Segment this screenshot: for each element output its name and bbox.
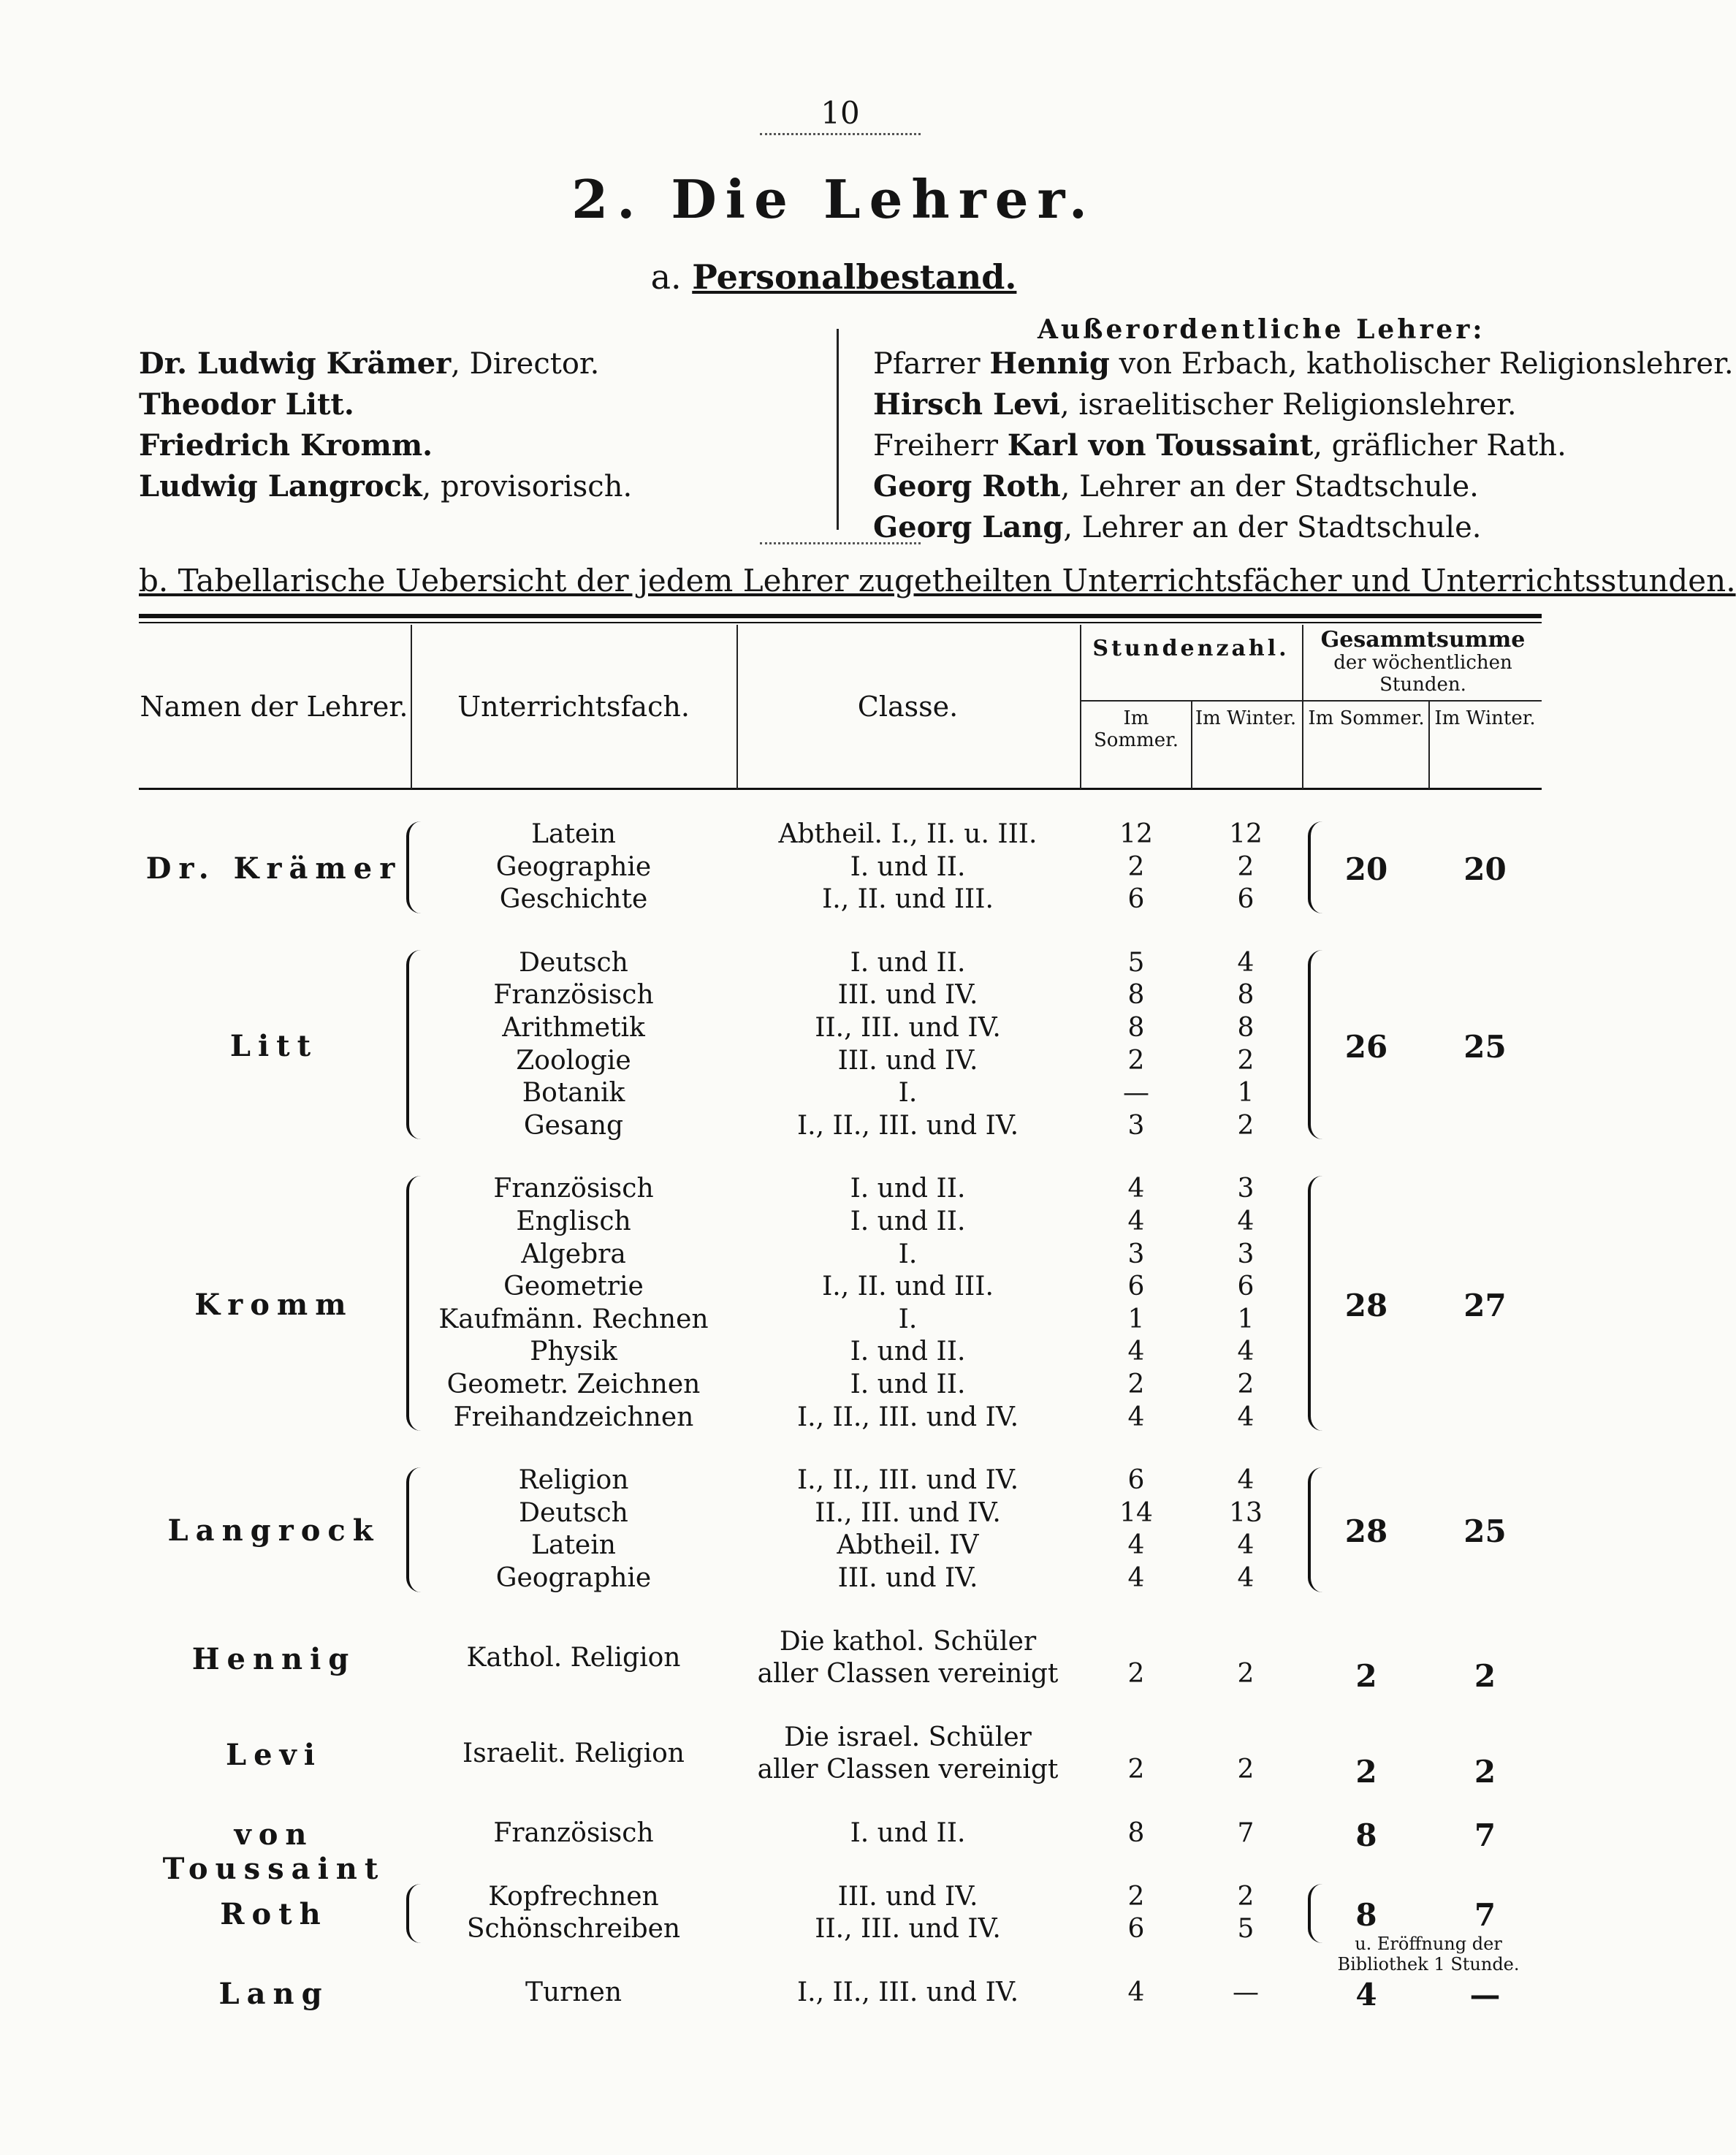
teacher-name-cell: Dr. Krämer xyxy=(145,851,403,886)
teacher-prefix: Freiherr xyxy=(873,429,1008,463)
teacher-prefix: Pfarrer xyxy=(873,347,990,381)
total-winter: 7 xyxy=(1474,1817,1496,1853)
class-cell: Die israel. Schüler xyxy=(784,1722,1032,1752)
winter-hours: 4 xyxy=(1237,1337,1255,1367)
class-cell: I., II., III. und IV. xyxy=(796,1977,1019,2007)
class-cell: I., II., III. und IV. xyxy=(796,1465,1019,1496)
winter-hours: 5 xyxy=(1237,1914,1255,1945)
class-cell: III. und IV. xyxy=(837,1563,978,1593)
teacher-name-cell: Litt xyxy=(229,1028,319,1063)
subject-cell: Israelit. Religion xyxy=(462,1738,685,1769)
winter-hours: 8 xyxy=(1237,980,1255,1011)
subject-cell: Geographie xyxy=(495,851,652,882)
class-cell: Abtheil. IV xyxy=(837,1530,979,1561)
summer-hours: 6 xyxy=(1127,1465,1145,1496)
summer-hours: 6 xyxy=(1127,1914,1145,1945)
section-title: 2. Die Lehrer. xyxy=(571,168,1096,230)
class-cell: II., III. und IV. xyxy=(815,1013,1001,1043)
total-winter: 2 xyxy=(1474,1658,1496,1695)
teacher-role: , Lehrer an der Stadtschule. xyxy=(1063,511,1482,544)
subject-cell: Gesang xyxy=(523,1110,624,1141)
teacher-role: , Director. xyxy=(451,347,600,381)
winter-hours: 2 xyxy=(1237,851,1255,882)
summer-hours: 4 xyxy=(1127,1977,1145,2007)
class-cell: I. und II. xyxy=(850,1369,966,1399)
summer-hours: 12 xyxy=(1119,819,1153,849)
winter-hours: 12 xyxy=(1229,819,1263,849)
overview-title: b. Tabellarische Uebersicht der jedem Lehrer zugetheilten Unterrichtsfächer und Unterrichtsstunden. xyxy=(139,563,1736,598)
teacher-name: Karl von Toussaint xyxy=(1007,428,1314,463)
class-cell: I. und II. xyxy=(850,947,966,978)
teacher-role: , Lehrer an der Stadtschule. xyxy=(1060,470,1479,503)
teacher-role: von Erbach, katholischer Religionslehrer. xyxy=(1109,347,1734,381)
winter-hours: 3 xyxy=(1237,1239,1255,1269)
class-cell: I. und II. xyxy=(850,1818,966,1848)
teacher-name: Friedrich Kromm. xyxy=(139,428,433,463)
header-subject: Unterrichtsfach. xyxy=(457,691,690,723)
summer-hours: 8 xyxy=(1127,1013,1145,1043)
winter-hours: 6 xyxy=(1237,1272,1255,1302)
teacher-name-cell: Kromm xyxy=(194,1287,354,1322)
summer-hours: 4 xyxy=(1127,1206,1145,1236)
winter-hours: 8 xyxy=(1237,1013,1255,1043)
summer-hours: 8 xyxy=(1127,980,1145,1011)
class-cell: I., II. und III. xyxy=(822,884,994,915)
header-summer: Im Sommer. xyxy=(1094,707,1179,751)
summer-hours: 2 xyxy=(1127,1755,1145,1785)
header-winter: Im Winter. xyxy=(1195,707,1297,729)
teacher-name: Theodor Litt. xyxy=(139,387,354,422)
extraordinary-heading: Außerordentliche Lehrer: xyxy=(1038,314,1485,345)
subject-cell: Botanik xyxy=(522,1078,625,1109)
winter-hours: 2 xyxy=(1237,1369,1255,1399)
subject-cell: Französisch xyxy=(493,1174,654,1204)
subject-cell: Latein xyxy=(531,1530,616,1561)
teacher-role: , provisorisch. xyxy=(422,470,633,503)
teacher-name: Ludwig Langrock xyxy=(139,469,422,503)
subject-cell: Zoologie xyxy=(516,1045,631,1076)
class-cell: I. und II. xyxy=(850,851,966,882)
winter-hours: 2 xyxy=(1237,1110,1255,1141)
summer-hours: 2 xyxy=(1127,1369,1145,1399)
winter-hours: 4 xyxy=(1237,1402,1255,1432)
total-winter: 7 xyxy=(1474,1897,1496,1934)
teacher-name: Hennig xyxy=(989,346,1110,381)
subject-brace xyxy=(406,1467,421,1592)
subject-cell: Französisch xyxy=(493,980,654,1011)
total-summer: 8 xyxy=(1355,1817,1377,1853)
header-total-summer: Im Sommer. xyxy=(1308,707,1425,729)
summer-hours: 2 xyxy=(1127,1659,1145,1690)
class-cell: III. und IV. xyxy=(837,1045,978,1076)
subject-cell: Geometrie xyxy=(503,1272,644,1302)
header-total: Gesammtsumme xyxy=(1320,627,1526,653)
teacher-name-cell: Lang xyxy=(218,1977,330,2012)
class-cell: I. und II. xyxy=(850,1337,966,1367)
total-winter: — xyxy=(1469,1976,1501,2013)
teacher-name: Georg Lang xyxy=(873,510,1064,544)
subject-cell: Deutsch xyxy=(519,1497,628,1528)
class-cell: III. und IV. xyxy=(837,1881,978,1912)
total-winter: 25 xyxy=(1463,1513,1507,1550)
summer-hours: 4 xyxy=(1127,1402,1145,1432)
subject-cell: Geometr. Zeichnen xyxy=(446,1369,701,1399)
class-cell: I. und II. xyxy=(850,1174,966,1204)
total-winter: 27 xyxy=(1463,1287,1507,1323)
subject-brace xyxy=(406,821,421,913)
teacher-name-cell: von Toussaint xyxy=(162,1817,386,1887)
header-names: Namen der Lehrer. xyxy=(140,691,408,723)
summer-hours: 6 xyxy=(1127,1272,1145,1302)
subheading-prefix: a. xyxy=(650,257,682,297)
winter-hours: 13 xyxy=(1229,1497,1263,1528)
winter-hours: 2 xyxy=(1237,1755,1255,1785)
class-cell: I., II., III. und IV. xyxy=(796,1402,1019,1432)
class-cell: Die kathol. Schüler xyxy=(779,1626,1037,1657)
winter-hours: 4 xyxy=(1237,1563,1255,1593)
total-winter: 2 xyxy=(1474,1754,1496,1790)
winter-hours: 7 xyxy=(1237,1818,1255,1848)
summer-hours: 4 xyxy=(1127,1530,1145,1561)
header-total-winter: Im Winter. xyxy=(1434,707,1536,729)
winter-hours: 4 xyxy=(1237,1530,1255,1561)
subject-brace xyxy=(406,950,421,1140)
class-cell: I. xyxy=(898,1304,918,1334)
winter-hours: 3 xyxy=(1237,1174,1255,1204)
class-cell-line2: aller Classen vereinigt xyxy=(757,1755,1059,1785)
winter-hours: 1 xyxy=(1237,1078,1255,1109)
subject-cell: Deutsch xyxy=(519,947,628,978)
class-cell: II., III. und IV. xyxy=(815,1914,1001,1945)
winter-hours: — xyxy=(1233,1977,1259,2007)
subheading-label: Personalbestand. xyxy=(692,257,1017,297)
subject-cell: Religion xyxy=(518,1465,629,1496)
subject-cell: Schönschreiben xyxy=(466,1914,681,1945)
teacher-name-cell: Roth xyxy=(220,1897,328,1932)
winter-hours: 2 xyxy=(1237,1881,1255,1912)
subject-cell: Physik xyxy=(530,1337,617,1367)
total-summer: 2 xyxy=(1355,1658,1377,1695)
winter-hours: 4 xyxy=(1237,947,1255,978)
summer-hours: 2 xyxy=(1127,1045,1145,1076)
subject-cell: Französisch xyxy=(493,1818,654,1848)
summer-hours: — xyxy=(1123,1078,1149,1109)
winter-hours: 1 xyxy=(1237,1304,1255,1334)
class-cell-line2: aller Classen vereinigt xyxy=(757,1659,1059,1690)
teacher-name: Dr. Ludwig Krämer xyxy=(139,346,452,381)
summer-hours: 2 xyxy=(1127,1881,1145,1912)
teacher-name-cell: Hennig xyxy=(191,1642,357,1677)
winter-hours: 4 xyxy=(1237,1206,1255,1236)
summer-hours: 4 xyxy=(1127,1337,1145,1367)
winter-hours: 6 xyxy=(1237,884,1255,915)
total-summer: 2 xyxy=(1355,1754,1377,1790)
header-total-sub: der wöchentlichen Stunden. xyxy=(1333,652,1512,696)
subject-cell: Algebra xyxy=(521,1239,626,1269)
total-summer: 26 xyxy=(1344,1028,1388,1065)
subject-cell: Kaufmänn. Rechnen xyxy=(438,1304,709,1334)
teacher-role: , gräflicher Rath. xyxy=(1313,429,1566,463)
subject-cell: Arithmetik xyxy=(502,1013,645,1043)
subject-cell: Kathol. Religion xyxy=(466,1642,681,1673)
teacher-name-cell: Levi xyxy=(225,1738,322,1773)
subject-brace xyxy=(406,1884,421,1943)
total-summer: 8 xyxy=(1355,1897,1377,1934)
total-winter: 25 xyxy=(1463,1028,1507,1065)
summer-hours: 1 xyxy=(1127,1304,1145,1334)
winter-hours: 4 xyxy=(1237,1465,1255,1496)
header-class: Classe. xyxy=(857,691,959,723)
summer-hours: 2 xyxy=(1127,851,1145,882)
teacher-name: Hirsch Levi xyxy=(873,387,1060,422)
total-summer: 28 xyxy=(1344,1287,1388,1323)
class-cell: III. und IV. xyxy=(837,980,978,1011)
page-number: 10 xyxy=(821,95,860,131)
subject-cell: Latein xyxy=(531,819,616,849)
subject-cell: Geschichte xyxy=(499,884,648,915)
summer-hours: 4 xyxy=(1127,1174,1145,1204)
teacher-name-cell: Langrock xyxy=(167,1513,381,1548)
summer-hours: 3 xyxy=(1127,1110,1145,1141)
class-cell: II., III. und IV. xyxy=(815,1497,1001,1528)
subject-cell: Englisch xyxy=(516,1206,631,1236)
total-winter: 20 xyxy=(1463,851,1507,887)
summer-hours: 14 xyxy=(1119,1497,1153,1528)
subject-cell: Freihandzeichnen xyxy=(453,1402,694,1432)
total-summer: 4 xyxy=(1355,1976,1377,2013)
total-note: u. Eröffnung der Bibliothek 1 Stunde. xyxy=(1337,1934,1520,1975)
class-cell: Abtheil. I., II. u. III. xyxy=(778,819,1038,849)
summer-hours: 6 xyxy=(1127,884,1145,915)
class-cell: I., II., III. und IV. xyxy=(796,1110,1019,1141)
total-summer: 28 xyxy=(1344,1513,1388,1550)
header-hours: Stundenzahl. xyxy=(1092,636,1290,661)
class-cell: I., II. und III. xyxy=(822,1272,994,1302)
winter-hours: 2 xyxy=(1237,1045,1255,1076)
summer-hours: 3 xyxy=(1127,1239,1145,1269)
subject-cell: Geographie xyxy=(495,1563,652,1593)
summer-hours: 8 xyxy=(1127,1818,1145,1848)
class-cell: I. und II. xyxy=(850,1206,966,1236)
subject-cell: Kopfrechnen xyxy=(488,1881,659,1912)
subject-brace xyxy=(406,1176,421,1431)
summer-hours: 4 xyxy=(1127,1563,1145,1593)
teacher-name: Georg Roth xyxy=(873,469,1061,503)
winter-hours: 2 xyxy=(1237,1659,1255,1690)
total-summer: 20 xyxy=(1344,851,1388,887)
class-cell: I. xyxy=(898,1239,918,1269)
class-cell: I. xyxy=(898,1078,918,1109)
summer-hours: 5 xyxy=(1127,947,1145,978)
teacher-role: , israelitischer Religionslehrer. xyxy=(1059,388,1517,422)
subject-cell: Turnen xyxy=(525,1977,623,2007)
